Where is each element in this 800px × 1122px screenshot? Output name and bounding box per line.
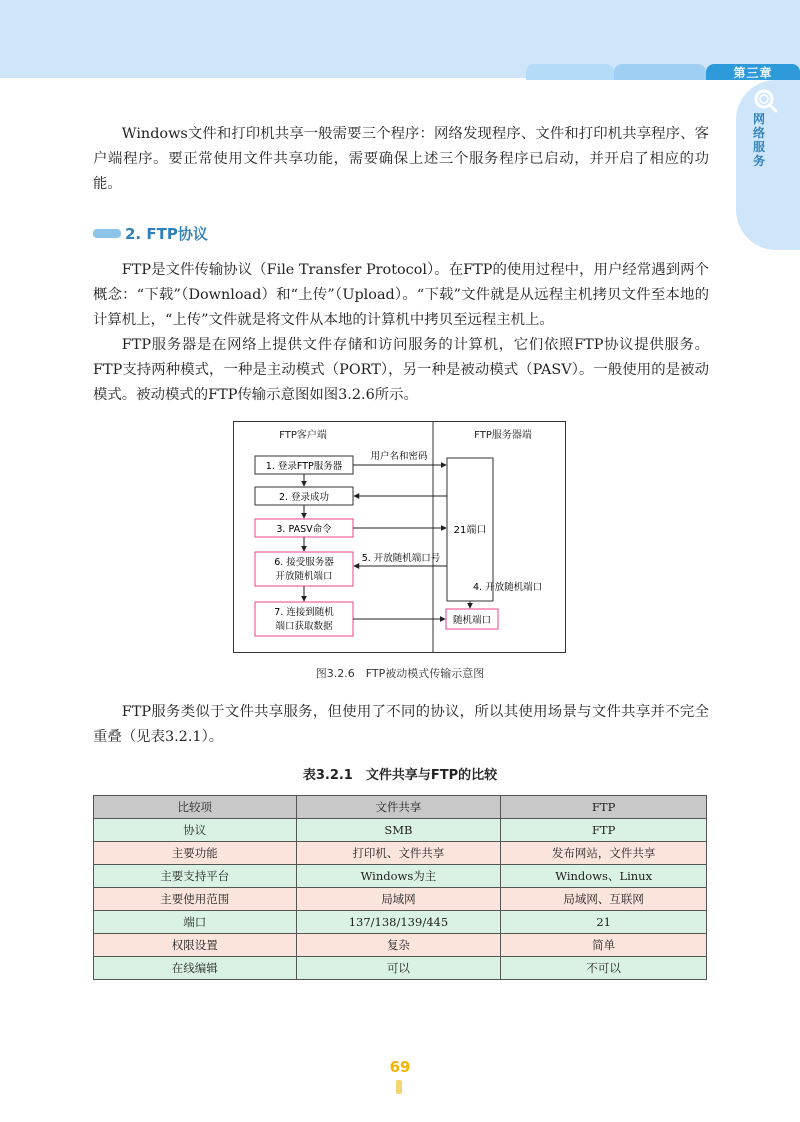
table-row [94, 911, 707, 934]
arrow-userpass-label: 用户名和密码 [370, 451, 428, 462]
header-tab-decoration [526, 64, 614, 80]
step7-label-line1: 7. 连接到随机 [274, 607, 334, 618]
step6-label-line2: 开放随机端口 [275, 571, 333, 582]
table-caption: 表3.2.1 文件共享与FTP的比较 [302, 768, 498, 783]
table-cell: 发布网站，文件共享 [501, 842, 707, 865]
table-cell: FTP [501, 819, 707, 842]
table-header-cell: FTP [501, 796, 707, 819]
table-row [94, 819, 707, 842]
figure-caption: 图3.2.6 FTP被动模式传输示意图 [315, 667, 485, 680]
table-cell: 简单 [501, 934, 707, 957]
side-chapter-label: 网络服务 [752, 112, 765, 168]
step3-label: 3. PASV命令 [276, 524, 332, 535]
table-row [94, 842, 707, 865]
step1-label: 1. 登录FTP服务器 [265, 461, 343, 472]
table-cell: 主要支持平台 [94, 865, 297, 888]
header-tab-decoration [614, 64, 706, 80]
step6-label-line1: 6. 接受服务器 [274, 557, 334, 568]
step7-label-line2: 端口获取数据 [275, 621, 333, 632]
table-cell: 可以 [296, 957, 501, 980]
table-row [94, 865, 707, 888]
paragraph-ftp-modes: FTP服务器是在网络上提供文件存储和访问服务的计算机，它们依照FTP协议提供服务。FTP支持两种模式，一种是主动模式（PORT），另一种是被动模式（PASV）。一般使用的是被动模式。被动模式的FTP传输示意图如图3.2.6所示。 [93, 337, 709, 403]
table-cell: 137/138/139/445 [296, 911, 501, 934]
table-header-cell: 文件共享 [296, 796, 501, 819]
table-row [94, 957, 707, 980]
page-number-decoration [396, 1080, 402, 1094]
random-port-label: 随机端口 [452, 615, 492, 626]
table-cell: Windows为主 [296, 865, 501, 888]
table-cell: 不可以 [501, 957, 707, 980]
comparison-table [93, 795, 707, 980]
page-number: 69 [389, 1058, 411, 1076]
table-cell: 权限设置 [94, 934, 297, 957]
table-cell: Windows、Linux [501, 865, 707, 888]
table-cell: 21 [501, 911, 707, 934]
table-cell: 端口 [94, 911, 297, 934]
table-cell: 主要使用范围 [94, 888, 297, 911]
table-header-row [94, 796, 707, 819]
paragraph-ftp-definition: FTP是文件传输协议（File Transfer Protocol）。在FTP的使用过程中，用户经常遇到两个概念：“下载”（Download）和“上传”（Upload）。“下载”文件就是从远程主机拷贝文件至本地的计算机上，“上传”文件就是将文件从本地的计算机中拷贝至远程主机上。 [93, 262, 709, 328]
chapter-tab: 第三章 [706, 64, 800, 80]
table-cell: 局域网 [296, 888, 501, 911]
arrow-open-port-label: 5. 开放随机端口号 [361, 553, 441, 564]
table-row [94, 888, 707, 911]
table-cell: SMB [296, 819, 501, 842]
table-cell: 在线编辑 [94, 957, 297, 980]
magnifier-icon [750, 88, 780, 114]
paragraph-file-sharing: Windows文件和打印机共享一般需要三个程序：网络发现程序、文件和打印机共享程序、客户端程序。要正常使用文件共享功能，需要确保上述三个服务程序已启动，并开启了相应的功能。 [93, 126, 709, 192]
table-cell: 局域网、互联网 [501, 888, 707, 911]
table-row [94, 934, 707, 957]
section-title: 2. FTP协议 [125, 224, 208, 243]
step4-label: 4. 开放随机端口 [473, 582, 543, 593]
table-cell: 协议 [94, 819, 297, 842]
table-header-cell: 比较项 [94, 796, 297, 819]
section-heading [93, 222, 208, 244]
paragraph-comparison-intro: FTP服务类似于文件共享服务，但使用了不同的协议，所以其使用场景与文件共享并不完全重叠（见表3.2.1）。 [93, 704, 709, 745]
table-cell: 主要功能 [94, 842, 297, 865]
port21-label: 21端口 [453, 525, 487, 536]
server-label: FTP服务器端 [474, 430, 532, 441]
step2-label: 2. 登录成功 [278, 492, 330, 503]
table-cell: 打印机、文件共享 [296, 842, 501, 865]
table-cell: 复杂 [296, 934, 501, 957]
ftp-passive-diagram [233, 421, 566, 653]
section-bar-decoration [93, 229, 121, 238]
client-label: FTP客户端 [279, 430, 327, 441]
